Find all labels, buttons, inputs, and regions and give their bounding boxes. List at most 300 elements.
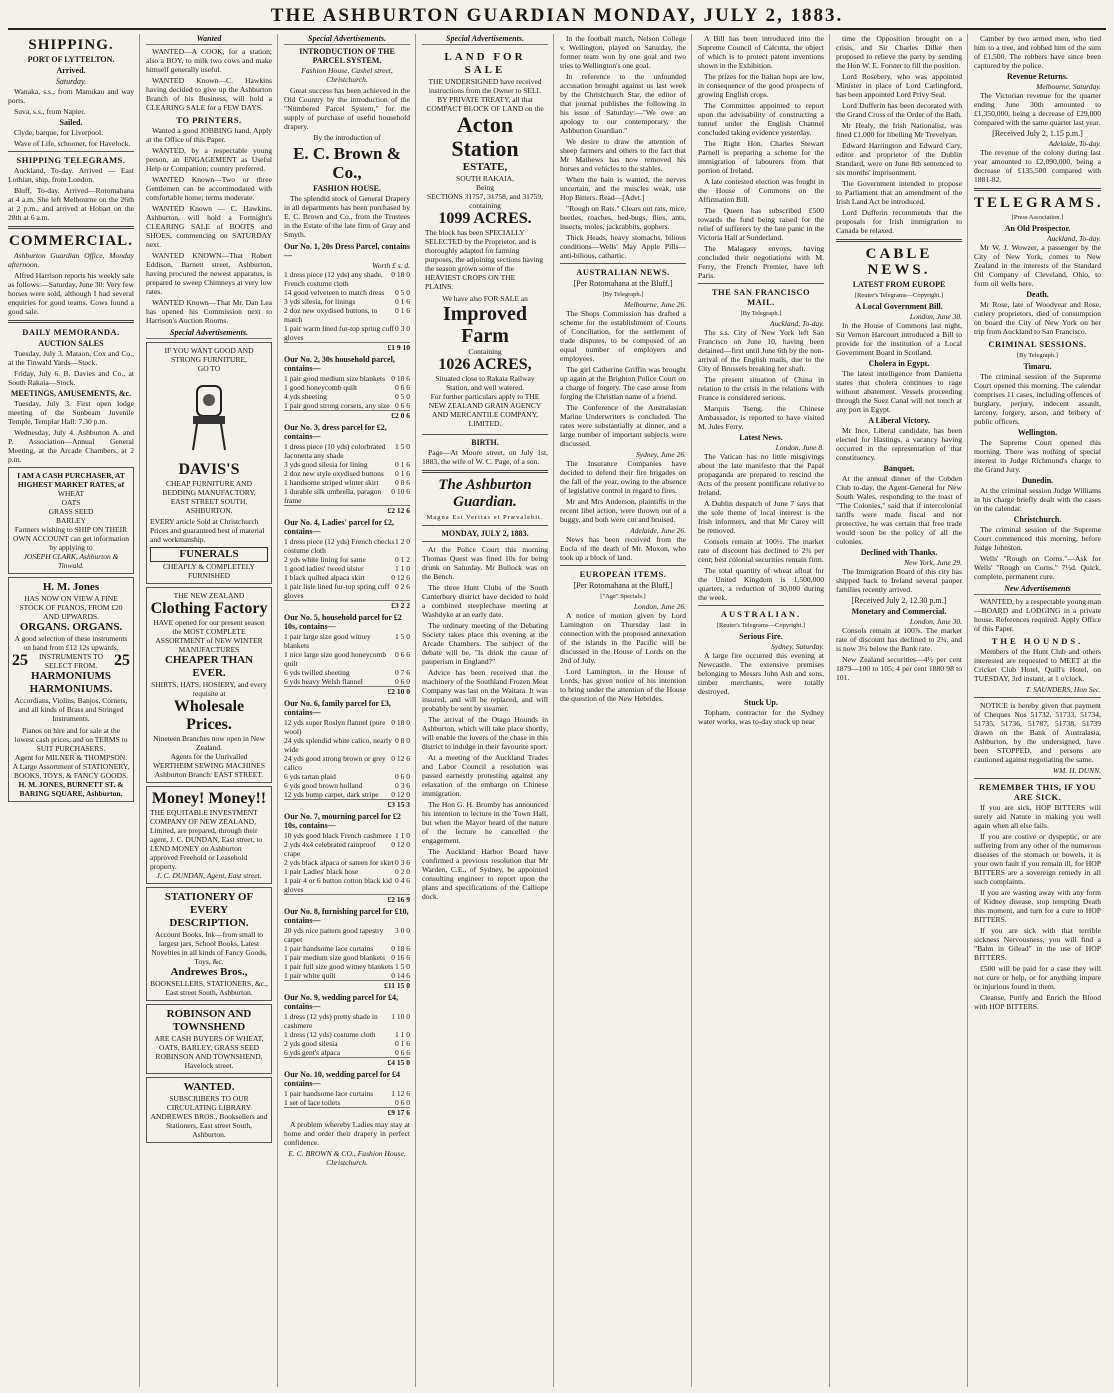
- parcel-item-price: 1 1 0: [395, 831, 410, 840]
- news-paragraph: Mr and Mrs Anderson, plaintiffs in the recent libel action, were thrown out of a buggy, and both were cut and bruised.: [560, 497, 686, 524]
- parcel-item-price: 0 18 0: [391, 270, 410, 279]
- sailed-item: Clyde, barque, for Liverpool.: [14, 128, 103, 137]
- hounds-sig: T. SAUNDERS, Hon Sec.: [1025, 685, 1101, 694]
- editorial-paragraph: The Hon G. H. Bromby has announced his intention to lecture in the Town Hall, but when the Mayor heard of the nature of the lecture he cancelled the engagement.: [422, 800, 548, 845]
- parcel-item-desc: 1 good honeycomb quilt: [284, 383, 358, 392]
- parcel-item-price: 0 1 6: [395, 306, 410, 315]
- parcel-item-desc: 1 pair warm lined fur-top spring cuff gloves: [284, 324, 395, 342]
- parcel-item-price: 0 1 2: [395, 555, 410, 564]
- editorial-paragraph: Advice has been received that the machinery of the Southland Frozen Meat Company was last on the Waitara. It was insured, and will be replaced, and will probably be sent by steamer.: [422, 668, 548, 713]
- parcel-item-row: [284, 790, 410, 799]
- news-paragraph: The latest intelligence from Damietta states that cholera continues to rage without abatement. Vessels proceeding through the Suez Canal will not touch at any port in Egypt.: [836, 369, 962, 414]
- christchurch-heading: Christchurch.: [1013, 515, 1062, 524]
- criminal-heading: CRIMINAL SESSIONS.: [988, 339, 1087, 349]
- parcel-item-desc: 1 pair lisle lined fur-top spring cuff gloves: [284, 582, 390, 600]
- parcel-item-desc: 1 handsome striped winter skirt: [284, 478, 379, 487]
- parcel-item-desc: 20 yds nice pattern good tapestry carpet: [284, 926, 384, 944]
- news-paragraph: Camber by two armed men, who tied him to a tree, and robbed him of the sum of £1,500. The robbers have since been captured by the police.: [974, 34, 1101, 70]
- monetary-heading: Monetary and Commercial.: [851, 607, 947, 616]
- parcel-item-desc: 1 pair medium size good blankets: [284, 953, 386, 962]
- parcel-item-desc: 1 pair white quilt: [284, 971, 336, 980]
- column-2: [146, 34, 278, 1387]
- australian-by: [Per Rotomahana at the Bluff.]: [573, 279, 673, 288]
- news-paragraph: The girl Catherine Griffin was brought up again at the Brighton Police Court on a charge of forgery. The case arose from forging the Christian name of a friend.: [560, 365, 686, 401]
- death-heading: Death.: [1026, 290, 1049, 299]
- remember-paragraph: If you are wasting away with any form of Kidney disease, stop tempting Death this moment, and turn for a cure to HOP BITTERS.: [974, 888, 1101, 924]
- parcel-heading: Our No. 5, household parcel for £2 10s, contains—: [284, 613, 402, 631]
- stationery-text: A Large Assortment of STATIONERY, BOOKS, TOYS, & FANCY GOODS.: [12, 762, 130, 780]
- parcel-item-row: [284, 781, 410, 790]
- remember-paragraph: If you are sick with that terrible sickness Nervousness, you will find a "Balm in Gilead" in the use of HOP BITTERS.: [974, 926, 1101, 962]
- parcel-footer: A problem whereby Ladies may stay at home and order their drapery in perfect confidence.: [284, 1120, 410, 1147]
- parcel-item-desc: 12 yds bump carpet, dark stripe: [284, 790, 379, 799]
- parcel-item-price: 0 18 6: [391, 374, 410, 383]
- news-paragraph: News has been received from the Eucla of the death of Mr. Moxon, who took up a block of land.: [560, 535, 686, 562]
- davis-text-4: EAST STREET SOUTH, ASHBURTON.: [170, 497, 248, 515]
- news-paragraph: The Vatican has no little misgivings about the late manifesto that the Papal propaganda are prepared to rescind the Acts of the present pontificate relative to Ireland.: [698, 452, 824, 497]
- parcel-total: £1 9 10: [284, 342, 410, 352]
- parcel-item-row: [284, 383, 410, 392]
- news-paragraph: Lord Dufferin has been decorated with the Grand Cross of the Order of the Bath.: [836, 101, 962, 119]
- parcel-item-price: 1 1 0: [395, 1030, 410, 1039]
- cash-item: BARLEY: [56, 516, 86, 525]
- cash-ad-heading: I AM A CASH PURCHASER, AT HIGHEST MARKET RATES, of: [17, 471, 125, 489]
- parcel-item-desc: 2 yds good silesia: [284, 1039, 338, 1048]
- wanted-item: WANTED Known — C. Hawkins, Ashburton, will hold a Fortnight's CLEARING SALE of BOOTS and SHOES, commencing on SATURDAY next.: [146, 204, 272, 249]
- brown-sub: FASHION HOUSE.: [313, 184, 381, 193]
- parcel-item-row: [284, 487, 410, 505]
- parcel-item-price: 0 1 6: [395, 460, 410, 469]
- money-text: THE EQUITABLE INVESTMENT COMPANY OF NEW ZEALAND, Limited, are prepared, through their agent, J. C. DUNDAN, East street, to LEND MONEY on Ashburton approved Freehold or Leasehold property.: [150, 808, 263, 871]
- parcel-item-desc: 1 pair large size good witney blankets: [284, 632, 371, 650]
- wanted-item: WANTED—A COOK, for a station; also a BOY, to milk two cows and make himself generally useful.: [146, 47, 272, 74]
- parcel-item-desc: 2 yds 4x4 celebrated rainproof crape: [284, 840, 376, 858]
- cash-item: OATS: [61, 498, 81, 507]
- parcel-item-desc: 10 yds good black French cashmere: [284, 831, 392, 840]
- parcel-item-desc: 12 yds super Roslyn flannel (pure wool): [284, 718, 386, 736]
- parcel-item-row: [284, 718, 410, 736]
- news-paragraph: Thick Heads, heavy stomachs, bilious conditions—Wells' May Apple Pills—anti-bilious, cathartic.: [560, 233, 686, 260]
- parcel-item-row: [284, 288, 410, 297]
- parcel-item-price: 0 7 6: [395, 668, 410, 677]
- news-paragraph: "Rough on Rats." Clears out rats, mice, beetles, roaches, bed-bugs, flies, ants, insects, moles, jackrabbits, gophers.: [560, 204, 686, 231]
- news-paragraph: time the Opposition brought on a crisis, and Sir Charles Dilke then proposed to relieve the party by sending the Hon W. E. Forster to fill the position.: [836, 34, 962, 70]
- news-paragraph: The Committee appointed to report upon the advisability of constructing a tunnel under the English Channel concluded taking evidence yesterday.: [698, 101, 824, 137]
- wanted-item: WANTED Known—C. Hawkins having decided to give up the Ashburton Branch of his Business, will hold a CLEARING SALE for a FEW DAYS.: [146, 76, 272, 112]
- auction-item: Tuesday, July 3. Mataon, Cox and Co., at the Tinwald Yards—Stock.: [8, 349, 134, 367]
- parcel-heading: Our No. 6, family parcel for £3, contains—: [284, 699, 391, 717]
- news-paragraph: The Victorian revenue for the quarter ending June 30th amounted to £1,350,000, being a decrease of £29,000 compared with the same quarter last year.: [974, 91, 1101, 127]
- remember-heading: REMEMBER THIS, IF YOU ARE SICK.: [979, 782, 1096, 802]
- commercial-heading: COMMERCIAL.: [9, 233, 133, 249]
- parcel-item-row: [284, 306, 410, 324]
- parcel-item-row: [284, 736, 410, 754]
- parcel-item-row: [284, 392, 410, 401]
- news-paragraph: The Insurance Companies have decided to defend their fire brigades on the fall of the year, owing to the absence of legislative control in regard to fires.: [560, 459, 686, 495]
- parcel-item-row: [284, 401, 410, 410]
- parcel-item-row: [284, 831, 410, 840]
- funerals-sub: CHEAPLY & COMPLETELY FURNISHED: [163, 562, 255, 580]
- parcel-item-price: 0 1 6: [395, 297, 410, 306]
- telegrams-by: [Press Association.]: [1011, 214, 1064, 221]
- hounds-heading: THE HOUNDS.: [991, 636, 1084, 646]
- prospector-heading: An Old Prospector.: [1004, 224, 1071, 233]
- parcel-text-2: The splendid stock of General Drapery in all departments has been purchased by E. C. Brown and Co., from the Trustees in the Estate of the late firm of Gray and Smyth.: [284, 194, 410, 239]
- parcel-item-row: [284, 632, 410, 650]
- jones-text: HAS NOW ON VIEW A FINE STOCK OF PIANOS, FROM £20 AND UPWARDS.: [19, 594, 123, 621]
- parcel-item-row: [284, 573, 410, 582]
- telegram-item: Bluff, To-day. Arrived—Rotomahana at 4 a.m. She left Melbourne on the 26th at 2 p.m., and arrived at Hobart on the 28th at 6 a.m.: [8, 186, 134, 222]
- arrived-date: Saturday.: [55, 77, 87, 86]
- printers-text: Wanted a good JOBBING hand. Apply at the Office of this Paper.: [146, 126, 272, 144]
- parcel-item-price: 0 12 0: [391, 840, 410, 849]
- cheaper-heading: CHEAPER THAN EVER.: [164, 654, 254, 679]
- parcel-item-desc: 1 dress piece (12 yds) any shade, French costume cloth: [284, 270, 383, 288]
- parcel-heading: Our No. 7, mourning parcel for £2 10s, contains—: [284, 812, 401, 830]
- revenue-heading: Revenue Returns.: [1007, 72, 1068, 81]
- parcel-item-row: [284, 858, 410, 867]
- parcel-item-row: [284, 962, 410, 971]
- cholera-heading: Cholera in Egypt.: [868, 359, 930, 368]
- notice-sig: WM. H. DUNN.: [1052, 766, 1101, 775]
- stationery-heading: STATIONERY OF EVERY DESCRIPTION.: [164, 891, 254, 929]
- dateline: Sydney, Saturday.: [771, 642, 824, 651]
- parcel-item-desc: 1 dress (12 yds) pretty shade in cashmere: [284, 1012, 378, 1030]
- parcel-item-row: [284, 478, 410, 487]
- australian-news-heading: AUSTRALIAN NEWS.: [576, 267, 670, 277]
- dateline: London, June 30.: [909, 617, 962, 626]
- parcel-list: [284, 242, 410, 1117]
- organs-heading: ORGANS. ORGANS.: [19, 621, 123, 633]
- parcel-heading: Our No. 8, furnishing parcel for £10, contains—: [284, 907, 409, 925]
- parcel-item-row: [284, 537, 410, 555]
- parcel-item-row: [284, 270, 410, 288]
- masthead: [8, 4, 1106, 30]
- dateline: London, June 26.: [633, 602, 686, 611]
- parcel-item-price: 1 5 0: [395, 962, 410, 971]
- parcel-item-desc: 24 yds splendid white calico, nearly wide: [284, 736, 392, 754]
- remember-paragraph: Cleanse, Purify and Enrich the Blood with HOP BITTERS.: [974, 993, 1101, 1011]
- news-paragraph: A Dublin despatch of June 7 says that the sole theme of local interest is the Irish informers, and that Mr Carey will be removed.: [698, 499, 824, 535]
- news-paragraph: The Right Hon. Charles Stewart Parnell is preparing a scheme for the immigration of labourers from that portion of Ireland.: [698, 139, 824, 175]
- parcel-sig: E. C. BROWN & CO., Fashion House, Christchurch.: [288, 1149, 406, 1167]
- parcel-heading: Our No. 4, Ladies' parcel for £2, contains—: [284, 518, 394, 536]
- parcel-item-desc: 1 pair good strong corsets, any size: [284, 401, 390, 410]
- parcel-item-price: 0 6 0: [395, 677, 410, 686]
- parcel-item-row: [284, 876, 410, 894]
- parcel-item-desc: 1 good ladies' tweed ulster: [284, 564, 364, 573]
- chair-illustration: [179, 376, 239, 456]
- news-paragraph: The Immigration Board of this city has shipped back to Ireland several pauper families recently arrived.: [836, 567, 962, 594]
- parcel-item-row: [284, 1098, 410, 1107]
- parcel-item-row: [284, 1039, 410, 1048]
- organs-text: A good selection of these instruments on hand from £12 12s upwards.: [14, 634, 128, 652]
- wanted-item: WANTED Known—Two or three Gentlemen can be accommodated with comfortable home; terms moderate.: [146, 175, 272, 202]
- sailed-label: Sailed.: [59, 118, 83, 127]
- news-paragraph: The Malagasy envoys, having concluded their negotiations with M. Ferry, the French Premier, have left Paris.: [698, 244, 824, 280]
- dateline: Melbourne, June 26.: [623, 300, 686, 309]
- acton-heading: Acton Station: [451, 112, 519, 161]
- land-text: The block has been SPECIALLY SELECTED by the Proprietor, and is thoroughly adapted for farming purposes, the adjoining sections having the season grown some of the HEAVIEST CROPS ON THE PLAINS.: [425, 228, 544, 291]
- parcel-heading: Our No. 1, 20s Dress Parcel, contains—: [284, 242, 410, 260]
- news-paragraph: Mr W. J. Wowzer, a passenger by the City of New York, comes to New Zealand in the interests of the Standard Oil Company of Cleveland, Ohio, to form oil wells here.: [974, 243, 1101, 288]
- parcel-item-row: [284, 582, 410, 600]
- newspaper-title: THE ASHBURTON GUARDIAN MONDAY, JULY 2, 1883.: [270, 5, 844, 26]
- parcel-total: £4 15 0: [284, 1057, 410, 1067]
- parcel-item-price: 3 0 0: [395, 926, 410, 935]
- subscribers-text: SUBSCRIBERS TO OUR CIRCULATING LIBRARY: [166, 1094, 252, 1112]
- wholesale-heading: Wholesale Prices.: [173, 698, 245, 733]
- timaru-heading: Timaru.: [1023, 362, 1052, 371]
- notice-text: NOTICE is hereby given that payment of Cheques Nos 51732, 51733, 51734, 51735, 51736, 51787, 51738, 51739 drawn on the Bank of Australasia, Ashburton, by the undersigned, have been STOPPED, and persons are cautioned against negotiating the same.: [974, 701, 1101, 764]
- parcel-item-price: 0 12 0: [391, 790, 410, 799]
- money-sig: J. C. DUNDAN, Agent, East street.: [156, 871, 262, 880]
- brown-heading: E. C. Brown & Co.,: [293, 144, 401, 182]
- cable-news-heading: CABLE NEWS.: [865, 246, 933, 278]
- remember-paragraph: If you are costive or dyspeptic, or are suffering from any other of the numerous diseases of the stomach or bowels, it is your own fault if you remain ill, for HOP BITTERS are a sovereign remedy in all such complaints.: [974, 832, 1101, 886]
- remember-paragraph: If you are sick, HOP BITTERS will surely aid Nature in making you well again when all else fails.: [974, 803, 1101, 830]
- paper-name: The Ashburton Guardian.: [438, 477, 532, 510]
- news-paragraph: Topham, contractor for the Sydney water works, was to-day stuck up near: [698, 708, 824, 726]
- parcel-item-price: 0 2 6: [395, 582, 410, 591]
- parcel-total: £3 15 3: [284, 799, 410, 809]
- parcel-total: £9 17 6: [284, 1107, 410, 1117]
- parcel-item-price: 1 2 0: [395, 537, 410, 546]
- parcel-item-price: 1 5 0: [395, 632, 410, 641]
- parcel-item-row: [284, 772, 410, 781]
- parcel-item-row: [284, 442, 410, 460]
- news-paragraph: A large fire occurred this evening at Newcastle. The extensive premises belonging to Messrs John Ash and sons, timber merchants, were totally destroyed.: [698, 651, 824, 696]
- parcel-worth-label: Worth £ s. d.: [372, 261, 410, 270]
- parcel-item-desc: 1 dress (12 yds) costume cloth: [284, 1030, 376, 1039]
- arrived-item: Suva, s.s., from Napier.: [14, 107, 86, 116]
- arrived-label: Arrived.: [56, 66, 86, 75]
- parcel-item-desc: 6 yds tartan plaid: [284, 772, 336, 781]
- news-paragraph: The present situation of China in relation to the crisis in the relations with France is considered serious.: [698, 375, 824, 402]
- acton-loc: SOUTH RAKAIA,: [456, 174, 514, 183]
- farm-acres: 1026 ACRES,: [438, 356, 532, 373]
- robinson-ad: [146, 1004, 272, 1074]
- remember-paragraph: £500 will be paid for a case they will not cure or help, or for anything impure or injurious found in them.: [974, 964, 1101, 991]
- parcel-item-row: [284, 469, 410, 478]
- meeting-item: Tuesday, July 3. First open lodge meeting of the Sunbeam Juvenile Temple, Templar Hall: 7.30 p.m.: [8, 399, 134, 426]
- parcel-item-desc: 6 yds gent's alpaca: [284, 1048, 341, 1057]
- local-gov-heading: A Local Government Bill.: [855, 302, 943, 311]
- harmonium-count: 25: [114, 652, 130, 669]
- parcel-item-row: [284, 324, 410, 342]
- auction-heading: AUCTION SALES: [38, 339, 104, 348]
- telegraph: [By Telegraph.]: [602, 291, 644, 298]
- column-8: [974, 34, 1106, 1387]
- age-special: ["Age" Specials.]: [600, 593, 646, 600]
- robinson-text: ARE CASH BUYERS OF WHEAT, OATS, BARLEY, GRASS SEED: [154, 1034, 264, 1052]
- parcel-item-price: 0 3 6: [395, 858, 410, 867]
- declined-heading: Declined with Thanks.: [860, 548, 938, 557]
- news-paragraph: In reference to the unfounded accusation brought against us last week by the Christchurch Star, the editor of that journal publishes the following in his issue of Saturday:—"We owe an apology to our contemporary, the Ashburton Guardian.": [560, 72, 686, 135]
- parcel-item-desc: 24 yds good strong brown or grey calico: [284, 754, 386, 772]
- farm-loc: Situated close to Rakaia Railway Station, and well watered.: [435, 374, 535, 392]
- editorial-paragraph: At the Police Court this morning Thomas Quest was fined 10s for being drunk on Saturday. Mr Bullock was on the Bench.: [422, 545, 548, 581]
- news-paragraph: The Supreme Court opened this morning. There was nothing of special interest in Judge Richmond's charge to the Grand Jury.: [974, 438, 1101, 474]
- land-ad: [422, 48, 548, 431]
- harmoniums-heading: HARMONIUMS HARMONIUMS.: [29, 670, 113, 695]
- money-ad: [146, 786, 272, 884]
- cash-footer: Farmers wishing to SHIP ON THEIR OWN ACCOUNT can get information by applying to: [12, 525, 130, 552]
- special-heading: Special Advertisements.: [146, 328, 272, 339]
- money-heading: Money! Money!!: [151, 790, 267, 807]
- parcel-item-price: 1 5 0: [395, 442, 410, 451]
- editorial-paragraph: The ordinary meeting of the Debating Society takes place this evening at the Arcade Chambers. The subject of the debate will be, "Is drink the cause of pauperism in England?": [422, 621, 548, 666]
- parcel-item-desc: 1 durable silk umbrella, paragon frame: [284, 487, 382, 505]
- parcel-heading: Our No. 9, wedding parcel for £4, contains—: [284, 993, 399, 1011]
- stuck-up-heading: Stuck Up.: [744, 698, 778, 707]
- received-note: [Received July 2, 12.30 p.m.]: [851, 596, 947, 605]
- arrived-item: Wanaka, s.s., from Manukau and way ports.: [8, 87, 134, 105]
- news-paragraph: Wells' "Rough on Corns."—Ask for Wells' "Rough on Corns." 7½d. Quick, complete, permanent cure.: [974, 554, 1101, 581]
- received-note: [Received July 2, 1.15 p.m.]: [992, 129, 1083, 138]
- dateline: Sydney, June 26.: [636, 450, 686, 459]
- news-paragraph: Edward Harrington and Edward Cary, editor and proprietor of the Dublin Standard, were on June 8th sentenced to six months' imprisonment.: [836, 141, 962, 177]
- davis-text-2: GO TO: [197, 364, 221, 373]
- printers-heading: TO PRINTERS.: [176, 115, 242, 125]
- news-paragraph: The Queen has subscribed £500 towards the fund being raised for the relief of sufferers by the late panic in the Victoria Hall at Sunderland.: [698, 206, 824, 242]
- memoranda-heading: DAILY MEMORANDA.: [22, 327, 120, 337]
- parcel-item-price: 0 6 6: [395, 650, 410, 659]
- sf-by: [By Telegraph.]: [740, 310, 782, 317]
- editorial-paragraph: The arrival of the Otago Hounds in Ashburton, which will take place shortly, will enable the lovers of the chase in this district to indulge in their favourite sport.: [422, 715, 548, 751]
- australian-by: [Reuter's Telegrams—Copyright.]: [716, 622, 806, 629]
- parcel-item-desc: 1 pair handsome lace curtains: [284, 1089, 374, 1098]
- wanted-item: WANTED, by a respectable young person, an ENGAGEMENT as Useful Help or Companion; country preferred.: [146, 146, 272, 173]
- cash-item: WHEAT: [57, 489, 85, 498]
- parcel-item-price: 0 10 6: [391, 487, 410, 496]
- news-paragraph: The total quantity of wheat afloat for the United Kingdom is 1,500,000 quarters, a reduction of 30,000 during the week.: [698, 566, 824, 602]
- parcel-item-desc: 1 dress piece (12 yds) French checks costume cloth: [284, 537, 395, 555]
- parcel-item-desc: 1 dress piece (10 yds) colorbrated Jaconetta any shade: [284, 442, 386, 460]
- parcel-item-row: [284, 650, 410, 668]
- dunedin-heading: Dunedin.: [1021, 476, 1054, 485]
- editorial-paragraph: The three Hunt Clubs of the South Canterbury district have decided to hold a combined steeplechase meeting at Washdyke at an early date.: [422, 583, 548, 619]
- news-paragraph: When the bain is wanted, the nerves uncertain, and the muscles weak, use Hop Bitters. Read—[Advt.]: [560, 175, 686, 202]
- wanted-heading: Wanted: [146, 34, 272, 45]
- news-paragraph: A notice of motion given by Lord Lamington on Thursday last in connection with the proposed annexation of the islands in the Pacific will be discussed in the House of Lords on the 2nd of July.: [560, 611, 686, 665]
- port-heading: PORT OF LYTTELTON.: [27, 55, 115, 64]
- robinson-heading: ROBINSON AND TOWNSHEND: [166, 1008, 252, 1033]
- wanted-item: WANTED KNOWN—That Robert Eddison, Barnett street, Ashburton, having procured the newest apparatus, is prepared to sweep Chimneys at very low rates.: [146, 251, 272, 296]
- news-paragraph: Mr Rose, late of Woodyear and Rose, cutlery proprietors, died of consumption on board the City of New York on her trip from Auckland to San Francisco.: [974, 300, 1101, 336]
- clothing-text: HAVE opened for our present season the MOST COMPLETE ASSORTMENT of NEW WINTER MANUFACTURES: [153, 618, 265, 654]
- acres: 1099 ACRES.: [438, 210, 532, 227]
- parcel-item-row: [284, 460, 410, 469]
- dateline: New York, June 29.: [904, 558, 962, 567]
- parcel-item-price: 0 5 0: [395, 392, 410, 401]
- page-columns: [8, 34, 1106, 1387]
- dateline: Adelaide, To-day.: [1048, 139, 1101, 148]
- news-paragraph: The Shops Commission has drafted a scheme for the establishment of Courts of Conciliation, for the settlement of trade disputes, to be composed of an equal number of employers and employees.: [560, 309, 686, 363]
- parcel-item-row: [284, 867, 410, 876]
- clothing-intro: THE NEW ZEALAND: [173, 591, 245, 600]
- parcel-heading: Our No. 3, dress parcel for £2, contains—: [284, 423, 387, 441]
- parcel-item-price: 0 6 6: [395, 383, 410, 392]
- jones-sig: H. M. JONES, BURNETT ST. & BARING SQUARE, Ashburton.: [18, 780, 124, 798]
- parcel-item-desc: 1 pair good medium size blankets: [284, 374, 386, 383]
- parcel-item-price: 0 12 6: [391, 754, 410, 763]
- news-paragraph: A Bill has been introduced into the Supreme Council of Calcutta, the object of which is to protect patent inventions shown in the Exhibition.: [698, 34, 824, 70]
- editorial-paragraph: The Auckland Harbor Board have confirmed a previous resolution that Mr Warden, C.E., of Sydney, be appointed consulting engineer to report upon the plans and specifications of the Calliope dock.: [422, 847, 548, 901]
- parcel-item-desc: 1 pair handsome lace curtains: [284, 944, 374, 953]
- special-heading: Special Advertisements.: [422, 34, 548, 45]
- news-paragraph: The prizes for the Italian hops are low, in consequence of the good prospects of growing English crops.: [698, 72, 824, 99]
- parcel-item-desc: 2 yds black alpaca or sateen for skirt: [284, 858, 394, 867]
- parcel-item-desc: 1 pair Ladies' black hose: [284, 867, 359, 876]
- davis-text-5: EVERY article Sold at Christchurch Prices and guaranteed best of material and workmanship.: [150, 517, 265, 544]
- liberal-heading: A Liberal Victory.: [868, 416, 930, 425]
- australian-heading: AUSTRALIAN.: [720, 609, 802, 619]
- branch-text: Ashburton Branch: EAST STREET.: [154, 770, 264, 779]
- news-paragraph: The Government intended to propose to Parliament that an amendment of the Irish Land Act be introduced.: [836, 179, 962, 206]
- parcel-item-price: 0 14 6: [391, 971, 410, 980]
- parcel-by: By the introduction of: [313, 133, 381, 142]
- parcel-item-price: 0 3 6: [395, 781, 410, 790]
- news-paragraph: The Conference of the Australasian Marine Underwriters is concluded. The rates were substantially at dinner, and a large number of important subjects were discussed.: [560, 403, 686, 448]
- cash-item: GRASS SEED: [48, 507, 94, 516]
- column-5: [560, 34, 692, 1387]
- stationery-items: Account Books, Ink—from small to largest jars, School Books, Latest Novelties in all kinds of Fancy Goods, Toys, &c.: [151, 930, 267, 966]
- news-paragraph: A late contested election was fought in the House of Commons on the Affirmation Bill.: [698, 177, 824, 204]
- parcel-item-row: [284, 1089, 410, 1098]
- column-4: [422, 34, 554, 1387]
- parcel-item-desc: 1 nice large size good honeycomb quilt: [284, 650, 387, 668]
- column-7: [836, 34, 968, 1387]
- news-paragraph: In the House of Commons last night, Sir Vernon Harcourt introduced a Bill to provide for the institution of a Local Government Board in Scotland.: [836, 321, 962, 357]
- parcel-item-row: [284, 944, 410, 953]
- news-paragraph: Lord Lamington, in the House of Lords, has given notice of his intention to bring under the attention of the House the question of the New Hebrides.: [560, 667, 686, 703]
- dateline: Melbourne, Saturday.: [1036, 82, 1101, 91]
- hounds-text: Members of the Hunt Club and others interested are requested to MEET at the Cricket Club Hotel, Quill's Hotel, on TUESDAY, 3rd instant, at 1 o'clock.: [974, 647, 1101, 683]
- parcel-item-price: 0 18 6: [391, 944, 410, 953]
- parcel-item-price: 0 1 6: [395, 1039, 410, 1048]
- davis-text-1: IF YOU WANT GOOD AND STRONG FURNITURE,: [164, 346, 254, 364]
- parcel-item-row: [284, 297, 410, 306]
- parcel-item-row: [284, 840, 410, 858]
- parcel-item-price: 0 6 0: [395, 772, 410, 781]
- dateline: Auckland, To-day.: [1046, 234, 1101, 243]
- sailed-item: Wave of Life, schooner, for Havelock.: [14, 139, 131, 148]
- parcel-heading: Our No. 2, 30s household parcel, contains—: [284, 355, 395, 373]
- parcel-item-desc: 1 set of lace toilets: [284, 1098, 341, 1107]
- parcel-item-price: 0 18 0: [391, 718, 410, 727]
- parcel-item-price: 0 6 6: [395, 401, 410, 410]
- news-paragraph: Marquis Tseng, the Chinese Ambassador, is reported to have visited M. Jules Ferry.: [698, 404, 824, 431]
- parcel-item-desc: 6 yds good brown holland: [284, 781, 363, 790]
- parcel-text: Great success has been achieved in the Old Country by the introduction of the "Numbered Parcel System," for the supply of purchase of useful household drapery.: [284, 86, 410, 131]
- parcel-heading: Our No. 10, wedding parcel for £4 contains—: [284, 1070, 401, 1088]
- parcel-item-desc: 4 yds sheeting: [284, 392, 327, 401]
- telegrams-heading: TELEGRAMS.: [974, 195, 1104, 211]
- dateline: London, June 30.: [909, 312, 962, 321]
- meetings-heading: MEETINGS, AMUSEMENTS, &c.: [10, 389, 132, 398]
- birth-heading: BIRTH.: [471, 438, 499, 447]
- robinson-sig: ROBINSON AND TOWNSHEND, Havelock street.: [155, 1052, 263, 1070]
- shipping-heading: SHIPPING.: [28, 37, 114, 53]
- new-ads-heading: New Advertisements: [974, 584, 1101, 595]
- latest-news-heading: Latest News.: [739, 433, 783, 442]
- shipping-telegrams-heading: SHIPPING TELEGRAMS.: [16, 155, 126, 165]
- parcel-item-row: [284, 564, 410, 573]
- acton-estate: ESTATE,: [462, 161, 508, 173]
- piano-text: Pianos on hire and for sale at the lowest cash prices, and on TERMS to SUIT PURCHASERS.: [14, 726, 128, 753]
- serious-fire-heading: Serious Fire.: [739, 632, 783, 641]
